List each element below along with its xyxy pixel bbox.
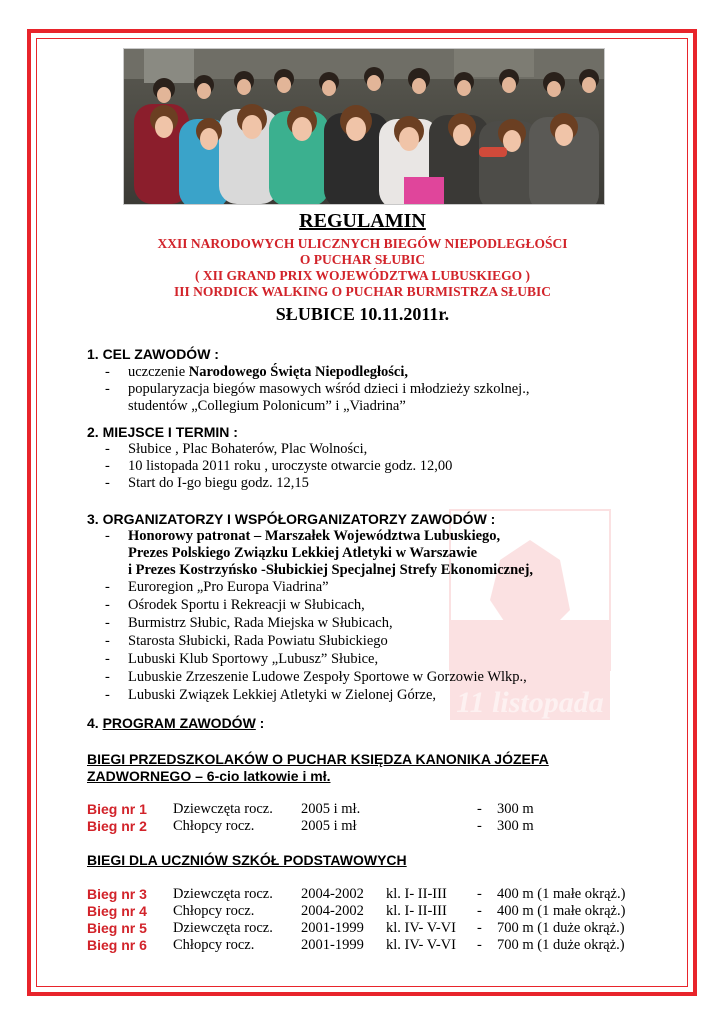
organizer-item: Lubuski Związek Lekkiej Atletyki w Zielonej Górze, xyxy=(128,687,437,703)
race-distance: 300 m xyxy=(497,818,534,834)
subtitle-line-1: XXII NARODOWYCH ULICZNYCH BIEGÓW NIEPODLEGŁOŚCI xyxy=(157,236,568,251)
race-dash: - xyxy=(477,886,482,902)
race-dash: - xyxy=(477,818,482,834)
patron-line-3: i Prezes Kostrzyńsko -Słubickiej Specjalnej Strefy Ekonomicznej, xyxy=(128,562,534,578)
race-distance: 400 m (1 małe okrąż.) xyxy=(497,886,626,902)
race-dash: - xyxy=(477,801,482,817)
event-date: SŁUBICE 10.11.2011r. xyxy=(275,304,450,324)
race-label: Bieg nr 4 xyxy=(87,903,147,919)
race-class: kl. IV- V-VI xyxy=(386,920,456,936)
item-text: uczczenie xyxy=(128,364,189,380)
race-group: Chłopcy rocz. xyxy=(173,937,255,953)
bullet-dash: - xyxy=(105,669,110,685)
section-4-title: PROGRAM ZAWODÓW xyxy=(102,715,256,731)
bullet-dash: - xyxy=(105,651,110,667)
bullet-dash: - xyxy=(105,364,110,380)
section-4-heading xyxy=(87,715,264,731)
bullet-dash: - xyxy=(105,441,110,457)
organizer-item: Ośrodek Sportu i Rekreacji w Słubicach, xyxy=(128,597,365,613)
race-years: 2005 i mł xyxy=(301,818,357,834)
organizer-item: Lubuskie Zrzeszenie Ludowe Zespoły Sportowe w Gorzowie Wlkp., xyxy=(128,669,527,685)
section-1-item-2-cont: studentów „Collegium Polonicum” i „Viadrina” xyxy=(128,398,406,414)
bullet-dash: - xyxy=(105,633,110,649)
race-label: Bieg nr 5 xyxy=(87,920,147,936)
bullet-dash: - xyxy=(105,381,110,397)
organizer-item: Starosta Słubicki, Rada Powiatu Słubickiego xyxy=(128,633,388,649)
section-2-heading: 2. MIEJSCE I TERMIN : xyxy=(87,424,238,440)
bullet-dash: - xyxy=(105,458,110,474)
section-4-number: 4. xyxy=(87,715,103,731)
section-4-colon: : xyxy=(255,715,265,731)
race-dash: - xyxy=(477,937,482,953)
bullet-dash: - xyxy=(105,687,110,703)
bullet-dash: - xyxy=(105,615,110,631)
race-years: 2004-2002 xyxy=(301,886,364,902)
subtitle-line-2: O PUCHAR SŁUBIC xyxy=(299,252,426,267)
bullet-dash: - xyxy=(105,528,110,544)
race-label: Bieg nr 1 xyxy=(87,801,147,817)
race-distance: 400 m (1 małe okrąż.) xyxy=(497,903,626,919)
bullet-dash: - xyxy=(105,475,110,491)
race-group: Chłopcy rocz. xyxy=(173,818,255,834)
race-group: Dziewczęta rocz. xyxy=(173,920,273,936)
organizer-item: Burmistrz Słubic, Rada Miejska w Słubicach, xyxy=(128,615,393,631)
race-distance: 700 m (1 duże okrąż.) xyxy=(497,937,625,953)
patron-line-2: Prezes Polskiego Związku Lekkiej Atletyki w Warszawie xyxy=(128,545,478,561)
race-label: Bieg nr 3 xyxy=(87,886,147,902)
race-group: Chłopcy rocz. xyxy=(173,903,255,919)
patron-line-1: Honorowy patronat – Marszałek Województwa Lubuskiego, xyxy=(128,528,501,544)
race-label: Bieg nr 6 xyxy=(87,937,147,953)
bullet-dash: - xyxy=(105,579,110,595)
race-label: Bieg nr 2 xyxy=(87,818,147,834)
bullet-dash: - xyxy=(105,597,110,613)
race-years: 2001-1999 xyxy=(301,920,364,936)
race-dash: - xyxy=(477,903,482,919)
race-group: Dziewczęta rocz. xyxy=(173,801,273,817)
watermark-text: 11 listopada xyxy=(456,686,604,719)
subtitle-line-3: ( XII GRAND PRIX WOJEWÓDZTWA LUBUSKIEGO ) xyxy=(194,268,531,283)
subtitle-line-4: III NORDICK WALKING O PUCHAR BURMISTRZA SŁUBIC xyxy=(173,284,552,299)
preschool-heading-line-2: ZADWORNEGO – 6-cio latkowie i mł. xyxy=(87,768,331,784)
section-2-item-1: Słubice , Plac Bohaterów, Plac Wolności, xyxy=(128,441,368,457)
race-class: kl. I- II-III xyxy=(386,886,447,902)
section-3-heading: 3. ORGANIZATORZY I WSPÓŁORGANIZATORZY ZAWODÓW : xyxy=(87,511,496,527)
item-bold-text: Narodowego Święta Niepodległości, xyxy=(188,364,409,380)
section-2-item-3: Start do I-go biegu godz. 12,15 xyxy=(128,475,309,491)
race-class: kl. I- II-III xyxy=(386,903,447,919)
race-distance: 700 m (1 duże okrąż.) xyxy=(497,920,625,936)
section-1-heading: 1. CEL ZAWODÓW : xyxy=(87,346,219,362)
section-1-item-2: popularyzacja biegów masowych wśród dzieci i młodzieży szkolnej., xyxy=(128,381,530,397)
primary-school-heading: BIEGI DLA UCZNIÓW SZKÓŁ PODSTAWOWYCH xyxy=(87,852,407,868)
race-class: kl. IV- V-VI xyxy=(386,937,456,953)
organizer-item: Lubuski Klub Sportowy „Lubusz” Słubice, xyxy=(128,651,379,667)
section-1-item-1 xyxy=(128,364,408,381)
race-years: 2005 i mł. xyxy=(301,801,361,817)
section-2-item-2: 10 listopada 2011 roku , uroczyste otwarcie godz. 12,00 xyxy=(128,458,453,474)
preschool-heading-line-1: BIEGI PRZEDSZKOLAKÓW O PUCHAR KSIĘDZA KANONIKA JÓZEFA xyxy=(87,751,549,767)
runners-photo xyxy=(123,48,605,205)
race-years: 2001-1999 xyxy=(301,937,364,953)
race-group: Dziewczęta rocz. xyxy=(173,886,273,902)
race-distance: 300 m xyxy=(497,801,534,817)
race-dash: - xyxy=(477,920,482,936)
page-title: REGULAMIN xyxy=(299,210,426,232)
race-years: 2004-2002 xyxy=(301,903,364,919)
organizer-item: Euroregion „Pro Europa Viadrina” xyxy=(128,579,329,595)
